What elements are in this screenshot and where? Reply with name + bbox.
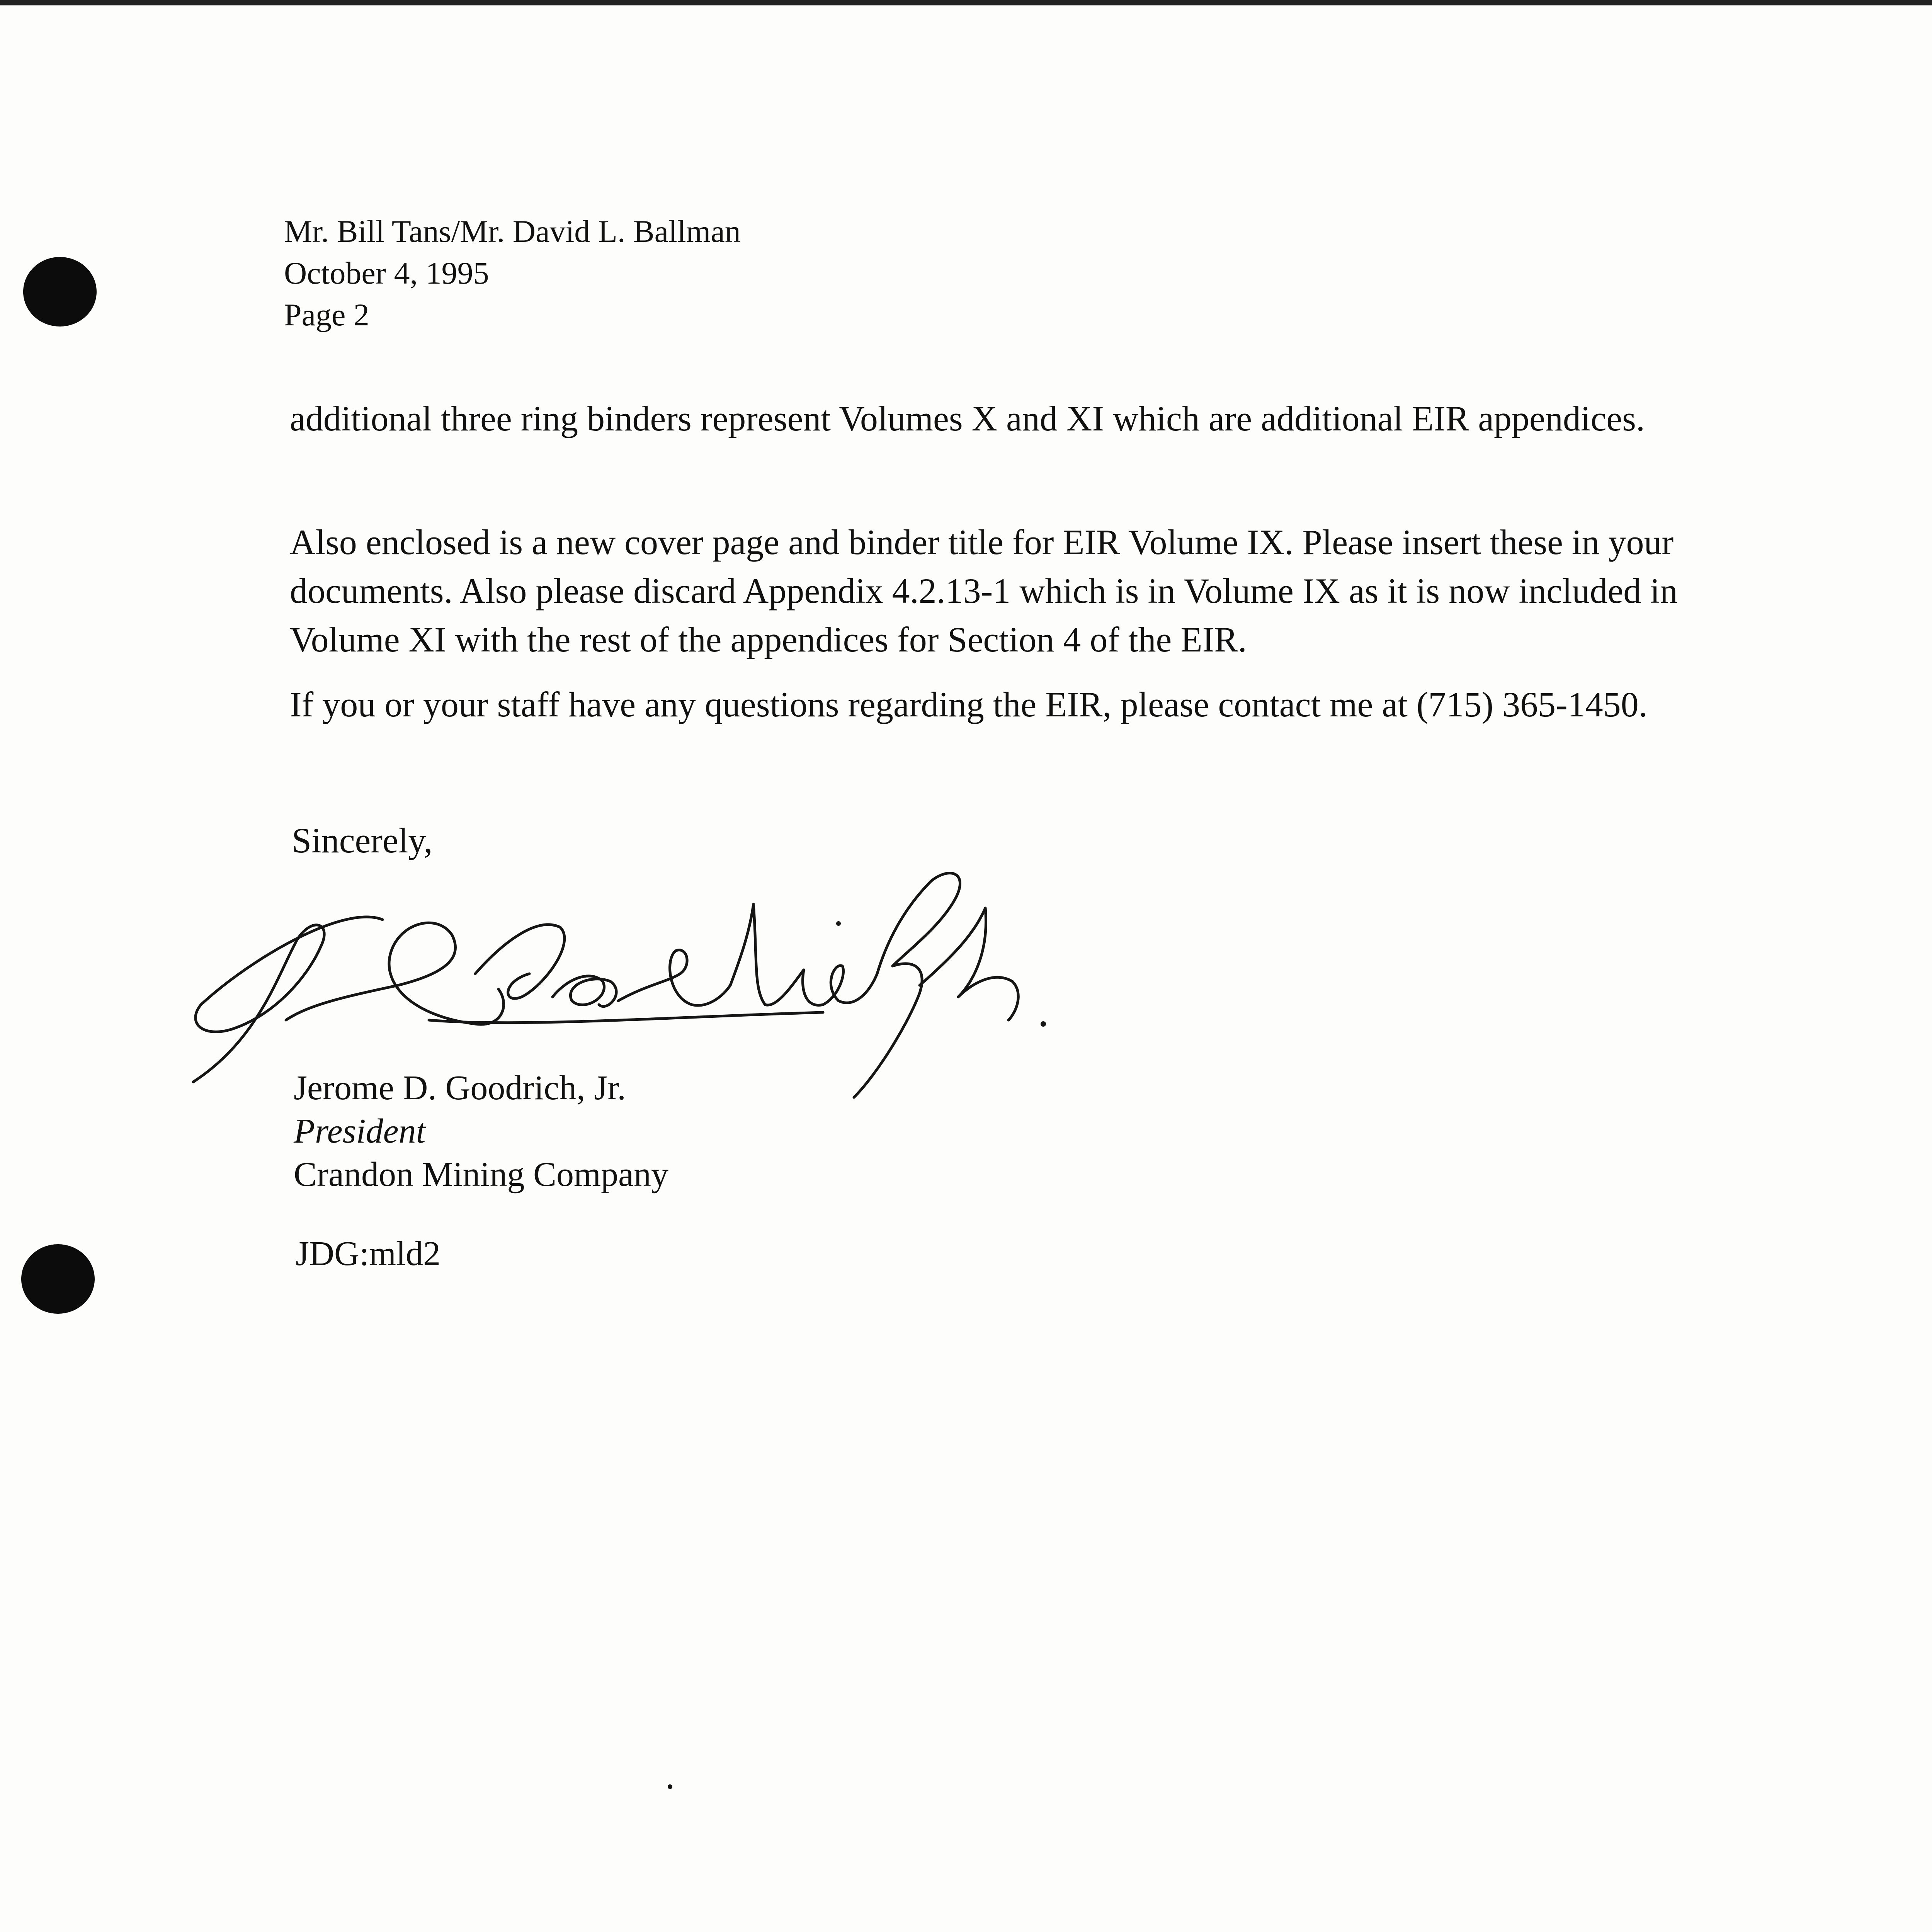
body-paragraph-3: If you or your staff have any questions regarding the EIR, please contact me at (715) 365-1450.	[290, 685, 1648, 724]
punch-hole-top	[23, 257, 97, 327]
signer-block	[294, 1066, 668, 1196]
body-paragraph-1: additional three ring binders represent Volumes X and XI which are additional EIR appendices.	[290, 399, 1645, 438]
signer-title: President	[294, 1112, 426, 1150]
scan-speck	[668, 1784, 672, 1789]
recipient-line: Mr. Bill Tans/Mr. David L. Ballman	[284, 214, 741, 249]
punch-hole-middle	[21, 1244, 95, 1314]
page-number-line: Page 2	[284, 297, 369, 332]
scan-top-edge	[0, 0, 1932, 5]
signer-company: Crandon Mining Company	[294, 1155, 668, 1194]
body-paragraph-2: Also enclosed is a new cover page and binder title for EIR Volume IX. Please insert these in your documents. Also please discard Appendix 4.2.13-1 which is in Volume IX as it is now included in Volume XI with the rest of the appendices for Section 4 of the EIR.	[290, 522, 1678, 659]
closing-salutation: Sincerely,	[292, 821, 433, 860]
letter-header	[284, 211, 741, 336]
reference-initials: JDG:mld2	[296, 1235, 441, 1273]
signer-name: Jerome D. Goodrich, Jr.	[294, 1069, 626, 1107]
date-line: October 4, 1995	[284, 255, 489, 291]
